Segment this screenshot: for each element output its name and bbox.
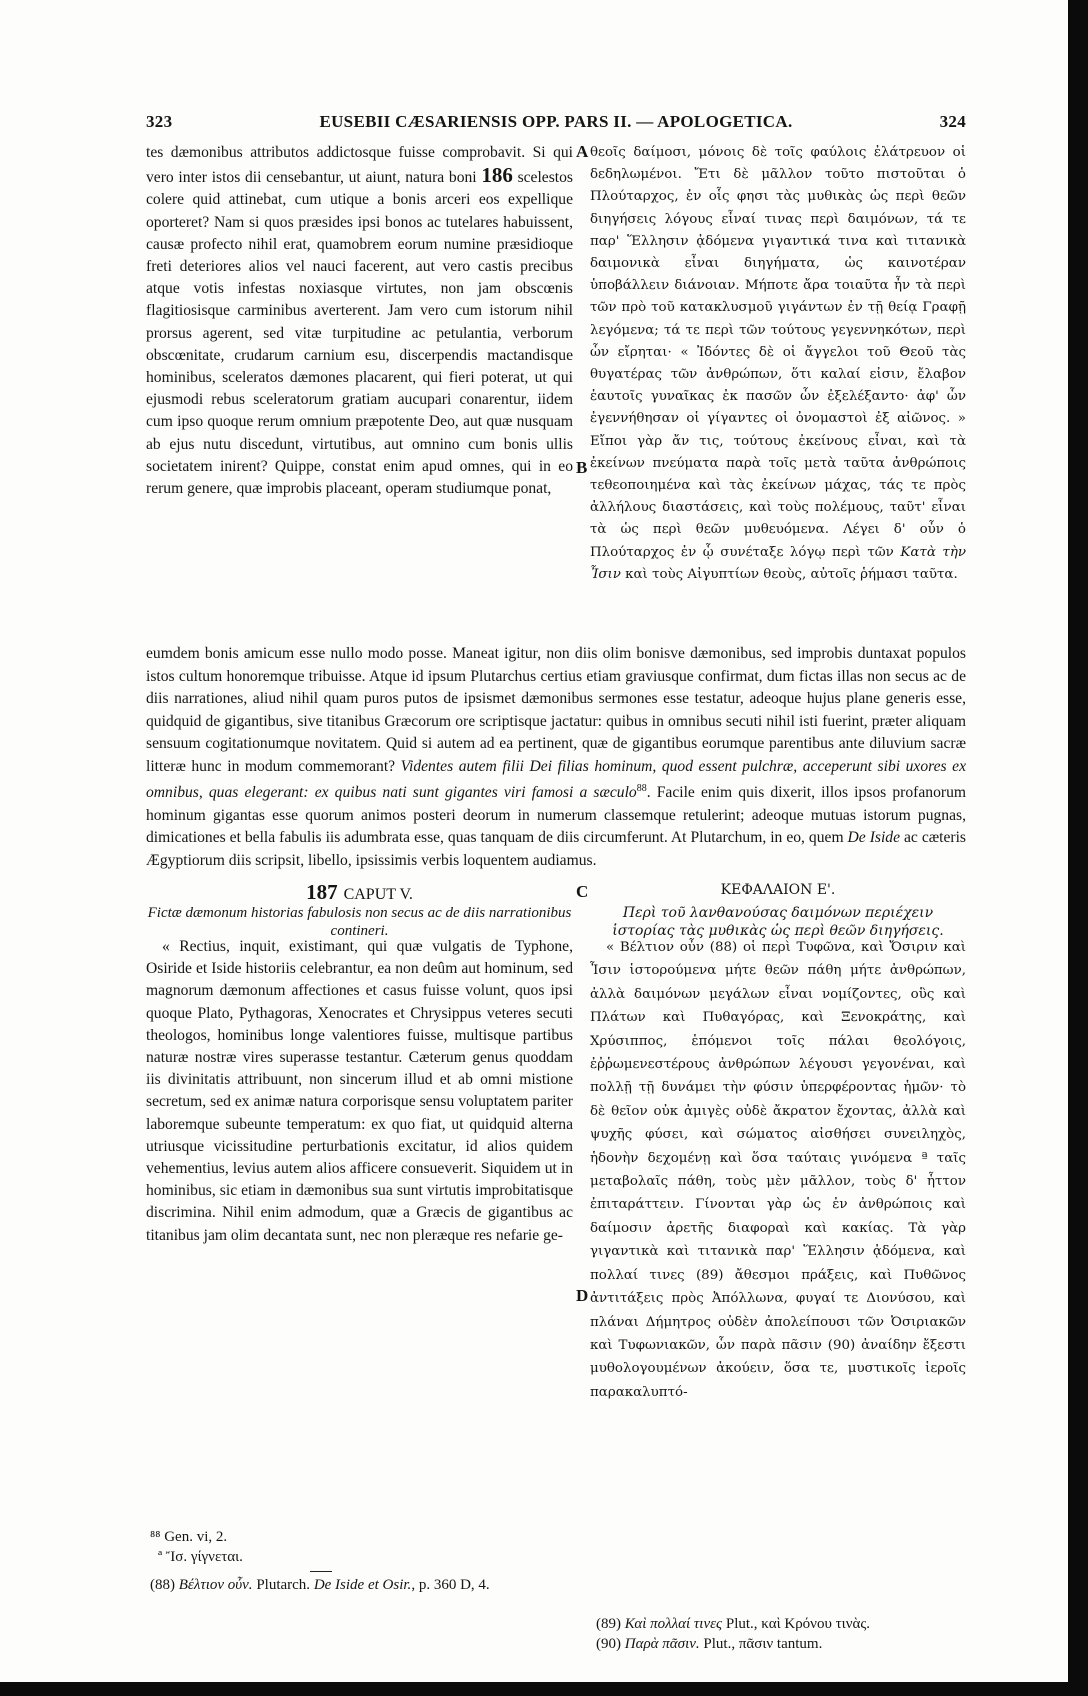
- latin-column-bottom: [146, 936, 573, 1536]
- footnote-90: (90) Παρὰ πᾶσιν. Plut., πᾶσιν tantum.: [596, 1636, 823, 1652]
- footnotes-right: [596, 1614, 966, 1654]
- margin-letter-b: B: [576, 458, 588, 477]
- latin-paragraph-top: tes dæmonibus attributos addictosque fuisse comprobavit. Si qui vero inter istos dii censebantur, ut aiunt, natura boni 186 scelestos colere quid attinebat, cum utique a bonis arceri eos expellique oporteret? Nam si quos præsides ipsi bonos ac tutelares habuissent, causæ profecto nihil erat, quamobrem eorum numine præsidioque freti deteriores alios vel nauci facerent, aut vero castis precibus atque votis infestas noxiasque virtutes, non jam obscœnis flagitiosisque carminibus averterent. Jam vero cum istorum nihil prorsus agerent, sed vitæ turpitudine ac petulantia, verborum obscœnitate, crudarum carnium esu, discerpendis mactandisque hominibus, sceleratos dæmones placarent, qui fieri poterat, ut qui ejusmodi rebus sceleratorum gratiam aucupari conarentur, iidem cum ipso quoque rerum omnium præpotente Deo, aut quæ nusquam ab ejus nutu discedunt, virtutibus, aut omnino cum bonis ullis societatem inirent? Quippe, constat enim apud omnes, qui in eo rerum genere, quæ improbis placeant, operam studiumque ponat,: [146, 144, 573, 498]
- margin-letter-a: A: [576, 142, 589, 161]
- chapter-heading-greek: ΚΕΦΑΛΑΙΟΝ Ε'.: [720, 882, 836, 898]
- latin-fullwidth-text: [146, 643, 966, 872]
- margin-letter-c: C: [576, 882, 589, 901]
- chapter-heading-latin: [146, 880, 573, 905]
- chapter-subtitle-greek: Περὶ τοῦ λανθανούσας δαιμόνων περιέχειν ἱστορίας τὰς μυθικὰς ὡς περὶ θεῶν διηγήσεις.: [612, 905, 944, 939]
- footnote-88-plutarch: (88) Βέλτιον οὖν. Plutarch. De Iside et Osir., p. 360 D, 4.: [150, 1577, 490, 1593]
- running-header: [146, 112, 966, 136]
- footnote-a-variant: ª Ἴσ. γίγνεται.: [158, 1549, 243, 1565]
- greek-paragraph-bottom: « Βέλτιον οὖν (88) οἱ περὶ Τυφῶνα, καὶ Ὄσιριν καὶ Ἶσιν ἱστορούμενα μήτε θεῶν πάθη μήτε ἀνθρώπων, ἀλλὰ δαιμόνων μεγάλων εἶναι νομίζοντες, οὓς καὶ Πλάτων καὶ Πυθαγόρας, καὶ Ξενοκράτης, καὶ Χρύσιππος, ἑπόμενοι τοῖς πάλαι θεολόγοις, ἐῤῥωμενεστέρους ἀνθρώπων λέγουσι γεγονέναι, καὶ πολλῇ τῇ δυνάμει τὴν φύσιν ὑπερφέροντας ἡμῶν· τὸ δὲ θεῖον οὐκ ἀμιγὲς οὐδὲ ἄκρατον ἔχοντας, ἀλλὰ καὶ ψυχῆς φύσει, καὶ σώματος αἰσθήσει συνειληχὸς, ἡδονὴν δεχομένῃ καὶ ὅσα ταύταις γινόμενα ª ταῖς μεταβολαῖς πάθη, τοὺς μὲν μᾶλλον, τοὺς δ' ἧττον ἐπιταράττειν. Γίνονται γὰρ ὡς ἐν ἀνθρώποις καὶ δαίμοσιν ἀρετῆς διαφοραὶ καὶ κακίας. Τὰ γὰρ γιγαντικὰ καὶ τιτανικὰ παρ' Ἕλλησιν ᾀδόμενα, καὶ πολλαί τινες (89) ἄθεσμοι πράξεις, καὶ Πυθῶνος ἀντιτάξεις πρὸς Ἀπόλλωνα, φυγαί τε Διονύσου, καὶ πλάναι Δήμητρος οὐδὲν ἀπολείπουσι τῶν Ὀσιριακῶν καὶ Τυφωνιακῶν, ὧν παρὰ πᾶσιν (90) ἀναίδην ἔξεστι μυθολογουμένων ἀκούειν, ὅσα τε, μυστικοῖς ἱεροῖς παρακαλυπτό-: [590, 940, 966, 1400]
- running-title: EUSEBII CÆSARIENSIS OPP. PARS II. — APOLOGETICA.: [319, 112, 793, 131]
- page-marker-187: 187: [306, 880, 338, 904]
- page-number-right: 324: [939, 112, 966, 131]
- margin-letter-d: D: [576, 1286, 589, 1305]
- footnote-88-scripture: ⁸⁸ Gen. vi, 2.: [150, 1529, 228, 1545]
- latin-paragraph-bottom: « Rectius, inquit, existimant, qui quæ vulgatis de Typhone, Osiride et Iside historiis celebrantur, ea non deûm aut hominum, sed magnorum dæmonum affectiones et casus fuisse volunt, quos ipsi quoque Plato, Pythagoras, Xenocrates et Chrysippus veteres secuti theologos, hominibus longe valentiores fuisse, multisque partibus naturæ nostræ vires superasse testantur. Cæterum genus quoddam iis divinitatis attribuunt, non sincerum illud et ab omni mistione secretum, sed ex animæ natura corporisque sensu voluptatem pariter laboremque subeunte temperatum: ex quo fiat, ut quidquid alterna utriusque vicissitudine perturbationis excitatur, id alios quidem vehementius, levius autem alios afficere consueverit. Siquidem ut in hominibus, sic etiam in dæmonibus sua sunt virtutis improbitatisque discrimina. Nihil enim admodum, quæ a Græcis de gigantibus ac titanibus jam olim decantata sunt, nec non pleræque res nefarie ge-: [146, 938, 573, 1244]
- latin-paragraph-full: eumdem bonis amicum esse nullo modo posse. Maneat igitur, non diis olim bonisve dæmonibus, sed improbis duntaxat populos istos cultum honoremque tribuisse. Atque id ipsum Plutarchus certius etiam graviusque confirmat, dum fictas illas non secus ac de diis narrationes, aliud nihil quam puros putos de ipsismet dæmonibus sermones esse testatur, adeoque hujus plane generis esse, quidquid de gigantibus, sive titanibus Græcorum ore scriptisque jactatur: quibus in omnibus secuti nihil isti fuerint, præter aliquam sensuum cogitationumque novitatem. Quid si autem ad ea pertinent, quæ de gigantibus eorumque parentibus ante diluvium sacræ litteræ hunc in modum commemorant? Videntes autem filii Dei filias hominum, quod essent pulchræ, acceperunt sibi uxores ex omnibus, quas elegerant: ex quibus nati sunt gigantes viri famosi a sæculo$^{88}$. Facile enim quis dixerit, illos ipsos profanorum hominum gigantas esse quorum animos posteri deorum in numerum classemque retulerint; adeoque mutuas istorum pugnas, dimicationes et bella fabulis iis adumbrata esse, quas tanquam de diis circumferunt. At Plutarchum, in eo, quem De Iside ac cæteris Ægyptiorum diis scripsit, libello, ipsissimis verbis loquentem audiamus.: [146, 645, 966, 869]
- latin-column-top: [146, 142, 573, 640]
- chapter-subtitle-latin: Fictæ dæmonum historias fabulosis non secus ac de diis narrationibus contineri.: [147, 905, 572, 939]
- work-title-de-iside: De Iside: [847, 829, 901, 847]
- page-number-left: 323: [146, 112, 173, 131]
- greek-column-bottom: [590, 936, 966, 1456]
- scan-edge-bottom: [0, 1682, 1088, 1696]
- greek-column-top: [590, 142, 966, 640]
- chapter-title-latin: CAPUT V.: [343, 886, 413, 903]
- scan-edge-right: [1068, 0, 1088, 1696]
- footnote-89: (89) Καὶ πολλαί τινες Plut., καὶ Κρόνου τινὰς.: [596, 1616, 871, 1632]
- page-marker-186: 186: [481, 163, 513, 188]
- footnote-ref-88: 88: [636, 783, 647, 794]
- footnote-rule: [310, 1571, 332, 1572]
- greek-paragraph-top: θεοῖς δαίμοσι, μόνοις δὲ τοῖς φαύλοις ἐλάτρευον οἱ δεδηλωμένοι. Ἔτι δὲ μᾶλλον τοῦτο πιστοῦται ὁ Πλούταρχος, ἐν οἷς φησι τὰς μυθικὰς ὡς περὶ θεῶν διηγήσεις λόγους εἶναί τινας περὶ δαιμόνων, τά τε παρ' Ἕλλησιν ᾀδόμενα γιγαντικά τινα καὶ τιτανικὰ δαιμονικὰ εἶναι διηγήματα, ὡς καινοτέραν ὑποβάλλειν διάνοιαν. Μήποτε ἄρα τοιαῦτα ἦν τὰ περὶ τῶν πρὸ τοῦ κατακλυσμοῦ γιγάντων ἐν τῇ θείᾳ Γραφῇ λεγόμενα; τά τε περὶ τῶν τούτους γεγεννηκότων, περὶ ὧν εἴρηται· « Ἰδόντες δὲ οἱ ἄγγελοι τοῦ Θεοῦ τὰς θυγατέρας τῶν ἀνθρώπων, ὅτι καλαί εἰσιν, ἔλαβον ἑαυτοῖς γυναῖκας ἐκ πασῶν ὧν ἐξελέξαντο· ἀφ' ὧν ἐγεννήθησαν οἱ γίγαντες οἱ ὀνομαστοὶ ἐξ αἰῶνος. » Εἴποι γὰρ ἄν τις, τούτους ἐκείνους εἶναι, καὶ τὰ ἐκείνων πνεύματα παρὰ τοῖς μετὰ ταῦτα ἀνθρώποις τεθεοποιημένα καὶ τὰς ἐκείνων μάχας, τάς τε πρὸς ἀλλήλους διαστάσεις, καὶ τοὺς πολέμους, ταῦτ' εἶναι τὰ ὡς περὶ θεῶν μυθευόμενα. Λέγει δ' οὖν ὁ Πλούταρχος ἐν ᾧ συνέταξε λόγῳ περὶ τῶν Κατὰ τὴν Ἶσιν καὶ τοὺς Αἰγυπτίων θεοὺς, αὐτοῖς ῥήμασι ταῦτα.: [590, 145, 967, 582]
- scripture-quote: Videntes autem filii Dei filias hominum, quod essent pulchræ, acceperunt sibi uxores ex omnibus, quas elegerant: ex quibus nati sunt gigantes viri famosi a sæculo: [146, 757, 966, 802]
- footnotes-left: [150, 1527, 570, 1595]
